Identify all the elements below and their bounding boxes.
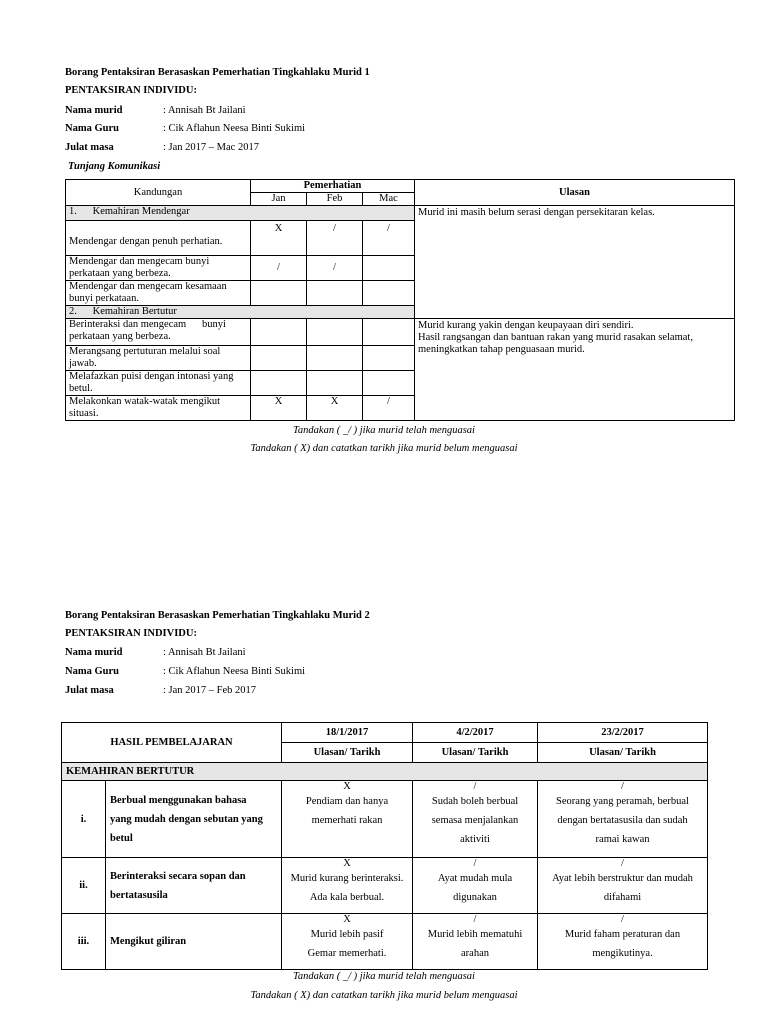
mark-feb: X [307,396,363,421]
form2-period-label: Julat masa [65,685,114,696]
form1-teacher-value: : Cik Aflahun Neesa Binti Sukimi [163,123,306,134]
form2-student-value: : Annisah Bt Jailani [163,647,246,658]
form2-note-mastered: Tandakan ( _/ ) jika murid telah menguasai [293,971,475,982]
mark-jan [251,346,307,371]
row-number: ii. [62,858,106,914]
mark-jan [251,281,307,306]
mark-feb [307,346,363,371]
form2-title: Borang Pentaksiran Berasaskan Pemerhatian Tingkahlaku Murid 2 [65,610,370,621]
form1-note-not-mastered: Tandakan ( X) dan catatkan tarikh jika murid belum menguasai [250,443,518,454]
row-number: i. [62,781,106,858]
mark-jan: / [251,256,307,281]
section-kemahiran-bertutur: KEMAHIRAN BERTUTUR [62,763,708,781]
learning-outcome: Berbual menggunakan bahasa yang mudah dengan sebutan yang betul [106,781,282,858]
mark-jan: X [251,396,307,421]
skill-row: Merangsang pertuturan melalui soal jawab. [66,346,251,371]
comment-cell: X Pendiam dan hanya memerhati rakan [282,781,413,858]
learning-outcome: Mengikut giliran [106,914,282,970]
remark-section2: Murid kurang yakin dengan keupayaan diri sendiri. Hasil rangsangan dan bantuan rakan yang murid rasakan selamat, meningkatkan tahap penguasaan murid. [415,319,735,421]
form1-student-value: : Annisah Bt Jailani [163,105,246,116]
form2-teacher-label: Nama Guru [65,666,119,677]
header-pemerhatian: Pemerhatian [251,180,415,193]
form1-domain: Tunjang Komunikasi [68,161,161,172]
skill-row: Melafazkan puisi dengan intonasi yang betul. [66,371,251,396]
mark-mac [363,346,415,371]
form1-period-label: Julat masa [65,142,114,153]
form2-period-value: : Jan 2017 – Feb 2017 [163,685,257,696]
header-date-1: 18/1/2017 [282,723,413,743]
form1-note-mastered: Tandakan ( _/ ) jika murid telah menguasai [293,425,475,436]
skill-row: Melakonkan watak-watak mengikut situasi. [66,396,251,421]
header-ulasan-tarikh: Ulasan/ Tarikh [413,743,538,763]
mark-mac [363,371,415,396]
form2-section-label: PENTAKSIRAN INDIVIDU: [65,628,197,639]
header-date-3: 23/2/2017 [538,723,708,743]
comment-cell: / Murid lebih mematuhi arahan [413,914,538,970]
skill-row: Mendengar dan mengecam bunyi perkataan yang berbeza. [66,256,251,281]
mark-mac [363,256,415,281]
header-feb: Feb [307,193,363,206]
form1-title: Borang Pentaksiran Berasaskan Pemerhatian Tingkahlaku Murid 1 [65,67,370,78]
form1-table [65,179,735,421]
mark-feb: / [307,221,363,256]
mark-feb: / [307,256,363,281]
row-number: iii. [62,914,106,970]
form1-student-label: Nama murid [65,105,123,116]
mark-mac [363,319,415,346]
mark-feb [307,281,363,306]
header-jan: Jan [251,193,307,206]
mark-feb [307,319,363,346]
comment-cell: / Murid faham peraturan dan mengikutinya. [538,914,708,970]
header-mac: Mac [363,193,415,206]
header-date-2: 4/2/2017 [413,723,538,743]
mark-mac: / [363,221,415,256]
learning-outcome: Berinteraksi secara sopan dan bertatasusila [106,858,282,914]
comment-cell: / Seorang yang peramah, berbual dengan bertatasusila dan sudah ramai kawan [538,781,708,858]
form2-table [61,722,708,970]
skill-row: Berinteraksi dan mengecam bunyi perkataan yang berbeza. [66,319,251,346]
mark-jan: X [251,221,307,256]
remark-section1: Murid ini masih belum serasi dengan persekitaran kelas. [415,206,735,319]
mark-feb [307,371,363,396]
form2-student-label: Nama murid [65,647,123,658]
header-ulasan: Ulasan [415,180,735,206]
comment-cell: / Ayat mudah mula digunakan [413,858,538,914]
comment-cell: / Ayat lebih berstruktur dan mudah difahami [538,858,708,914]
form1-section-label: PENTAKSIRAN INDIVIDU: [65,85,197,96]
skill-row: Mendengar dengan penuh perhatian. [66,221,251,256]
comment-cell: X Murid lebih pasif Gemar memerhati. [282,914,413,970]
mark-mac: / [363,396,415,421]
mark-jan [251,371,307,396]
section-kemahiran-bertutur: 2. Kemahiran Bertutur [66,306,415,319]
form2-teacher-value: : Cik Aflahun Neesa Binti Sukimi [163,666,306,677]
mark-jan [251,319,307,346]
header-ulasan-tarikh: Ulasan/ Tarikh [282,743,413,763]
form2-note-not-mastered: Tandakan ( X) dan catatkan tarikh jika murid belum menguasai [250,990,518,1001]
header-ulasan-tarikh: Ulasan/ Tarikh [538,743,708,763]
skill-row: Mendengar dan mengecam kesamaan bunyi perkataan. [66,281,251,306]
header-hasil-pembelajaran: HASIL PEMBELAJARAN [62,723,282,763]
form1-period-value: : Jan 2017 – Mac 2017 [163,142,259,153]
section-kemahiran-mendengar: 1. Kemahiran Mendengar [66,206,415,221]
form1-teacher-label: Nama Guru [65,123,119,134]
comment-cell: X Murid kurang berinteraksi. Ada kala berbual. [282,858,413,914]
mark-mac [363,281,415,306]
comment-cell: / Sudah boleh berbual semasa menjalankan aktiviti [413,781,538,858]
header-kandungan: Kandungan [66,180,251,206]
